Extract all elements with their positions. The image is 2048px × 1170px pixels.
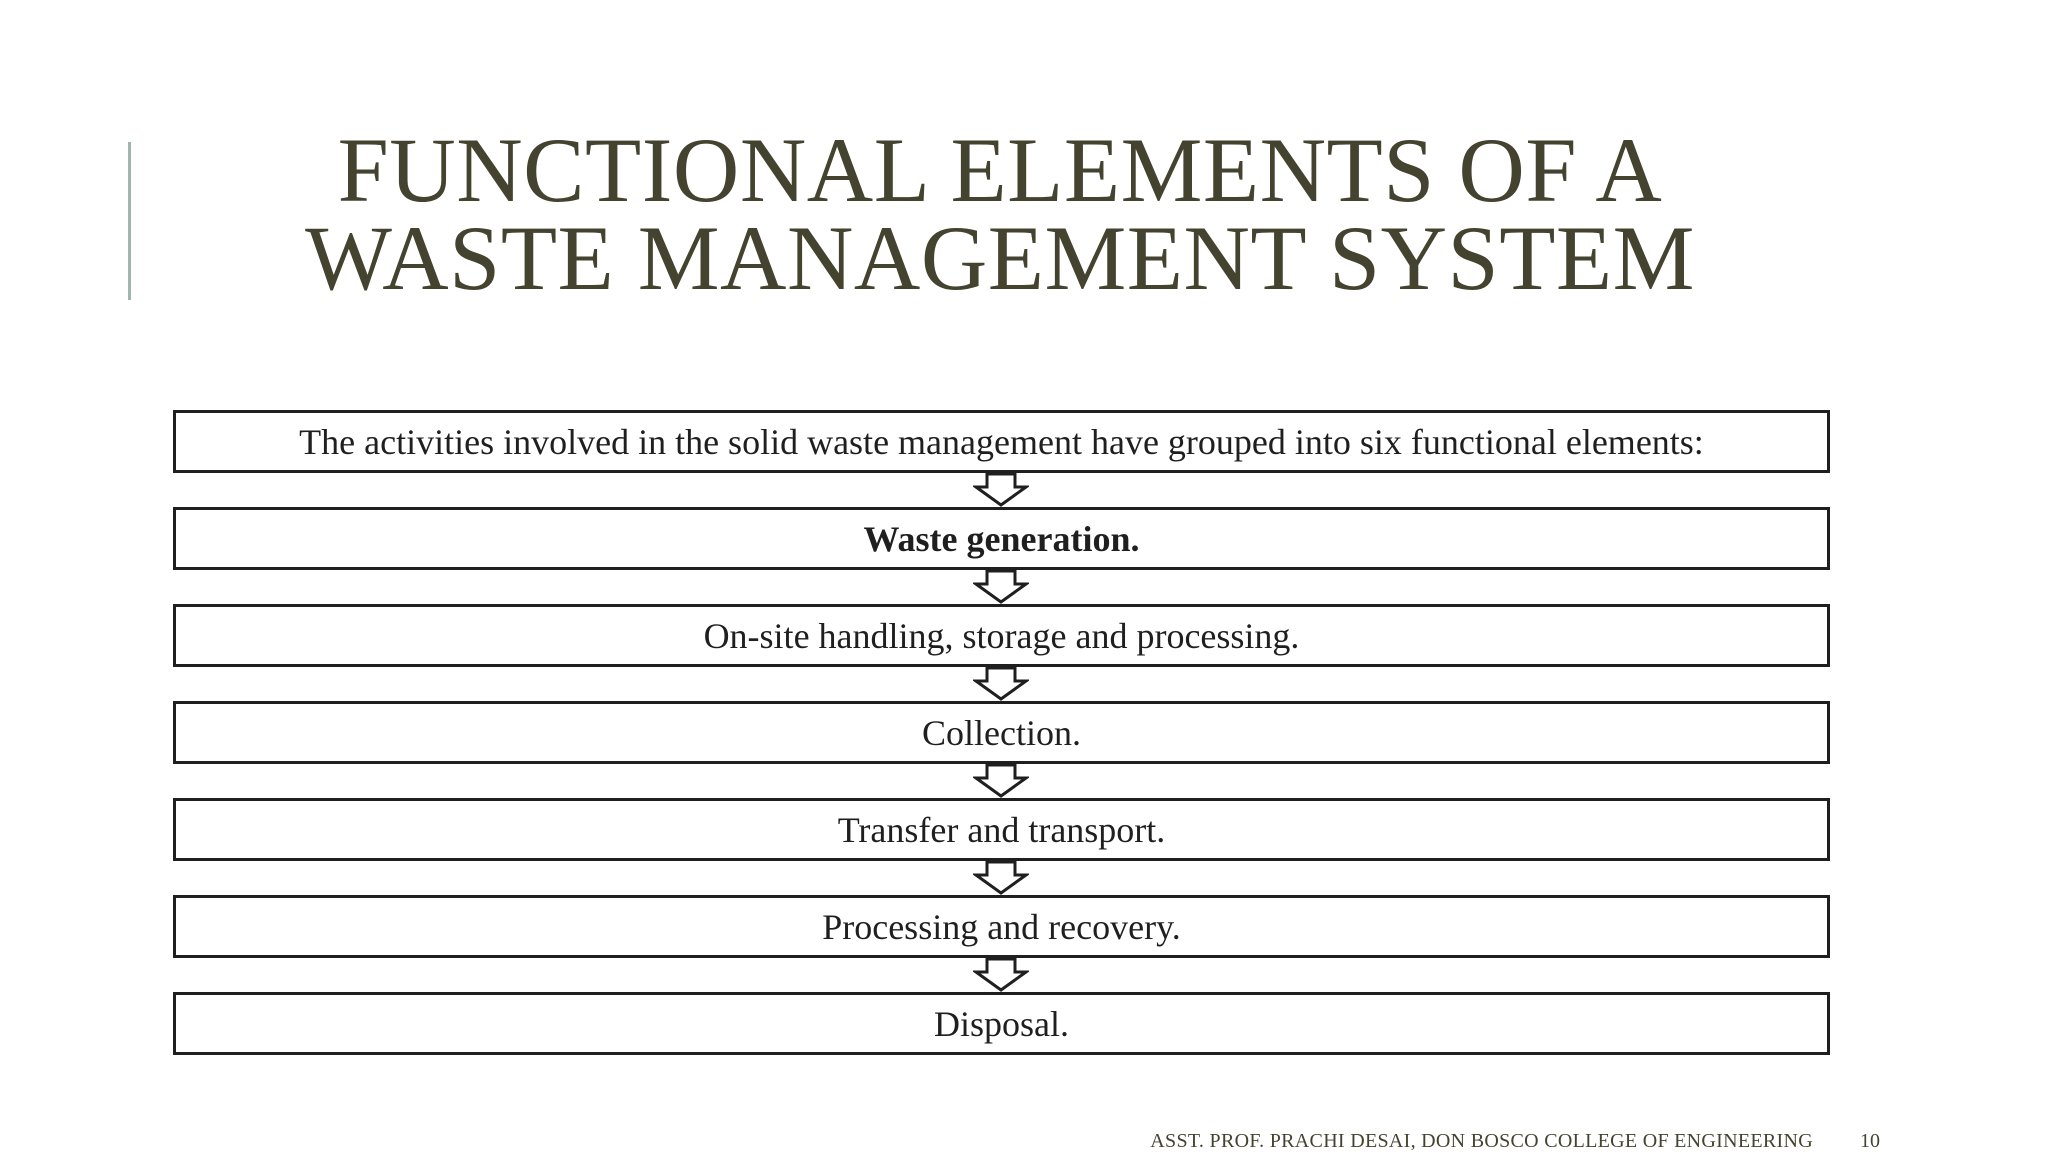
flow-step-transfer-transport: [173, 798, 1830, 861]
flow-step-label: Processing and recovery.: [822, 906, 1181, 947]
flow-step-collection: [173, 701, 1830, 764]
slide-footer: ASST. PROF. PRACHI DESAI, DON BOSCO COLLEGE OF ENGINEERING: [1150, 1130, 1813, 1152]
down-arrow-icon: [973, 667, 1029, 701]
flow-intro-box: [173, 410, 1830, 473]
flow-step-onsite-handling: [173, 604, 1830, 667]
flow-step-label: Waste generation.: [863, 518, 1140, 559]
title-line-2: WASTE MANAGEMENT SYSTEM: [305, 207, 1695, 309]
flow-step-label: Collection.: [922, 712, 1081, 753]
page-number: 10: [1860, 1130, 1880, 1152]
down-arrow-icon: [973, 764, 1029, 798]
flow-step-label: Transfer and transport.: [837, 809, 1166, 850]
flow-step-label: Disposal.: [934, 1003, 1069, 1044]
flow-step-waste-generation: [173, 507, 1830, 570]
flow-step-label: On-site handling, storage and processing.: [703, 615, 1300, 656]
flow-step-processing-recovery: [173, 895, 1830, 958]
flow-intro-text: The activities involved in the solid waste management have grouped into six functional elements:: [299, 421, 1704, 462]
down-arrow-icon: [973, 570, 1029, 604]
down-arrow-icon: [973, 958, 1029, 992]
down-arrow-icon: [973, 473, 1029, 507]
down-arrow-icon: [973, 861, 1029, 895]
flow-step-disposal: [173, 992, 1830, 1055]
title-line-1: FUNCTIONAL ELEMENTS OF A: [337, 119, 1663, 221]
